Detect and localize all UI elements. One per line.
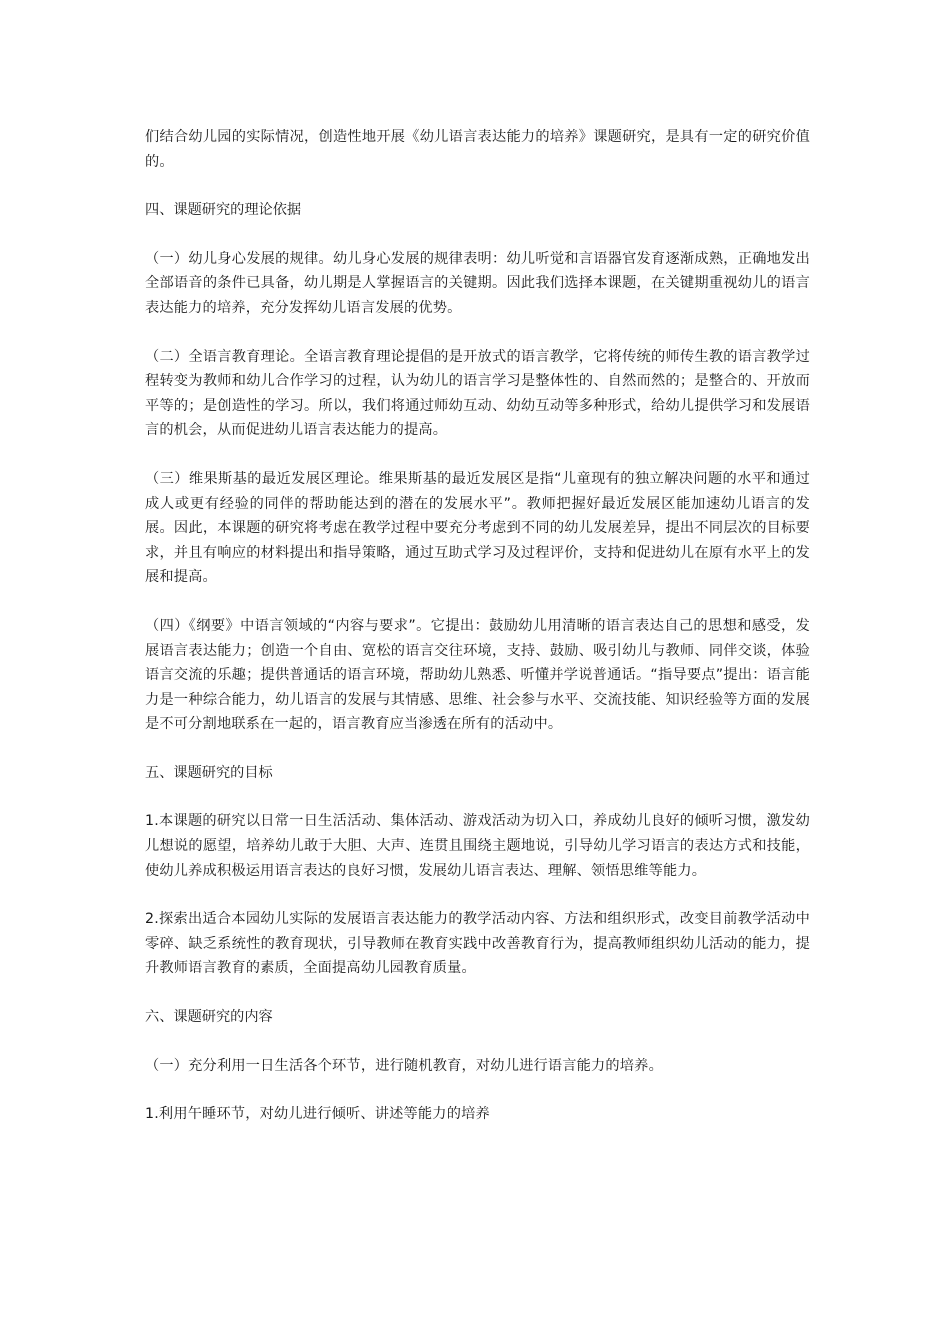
- paragraph-theory-1: （一）幼儿身心发展的规律。幼儿身心发展的规律表明：幼儿听觉和言语器官发育逐渐成熟，正确地发出全部语音的条件已具备，幼儿期是人掌握语言的关键期。因此我们选择本课题，在关键期重视幼儿的语言表达能力的培养，充分发挥幼儿语言发展的优势。: [145, 250, 810, 316]
- section-heading-goals: 五、课题研究的目标: [145, 764, 273, 781]
- paragraph-theory-3: （三）维果斯基的最近发展区理论。维果斯基的最近发展区是指“儿童现有的独立解决问题的水平和通过成人或更有经验的同伴的帮助能达到的潜在的发展水平”。教师把握好最近发展区能加速幼儿语言的发展。因此，本课题的研究将考虑在教学过程中要充分考虑到不同的幼儿发展差异，提出不同层次的目标要求，并且有响应的材料提出和指导策略，通过互助式学习及过程评价，支持和促进幼儿在原有水平上的发展和提高。: [145, 470, 810, 586]
- paragraph-goal-1: 1.本课题的研究以日常一日生活活动、集体活动、游戏活动为切入口，养成幼儿良好的倾听习惯，激发幼儿想说的愿望，培养幼儿敢于大胆、大声、连贯且围绕主题地说，引导幼儿学习语言的表达方式和技能，使幼儿养成积极运用语言表达的良好习惯，发展幼儿语言表达、理解、领悟思维等能力。: [145, 813, 810, 879]
- paragraph-goal-2: 2.探索出适合本园幼儿实际的发展语言表达能力的教学活动内容、方法和组织形式，改变目前教学活动中零碎、缺乏系统性的教育现状，引导教师在教育实践中改善教育行为，提高教师组织幼儿活动的能力，提升教师语言教育的素质，全面提高幼儿园教育质量。: [145, 911, 810, 977]
- paragraph-theory-2: （二）全语言教育理论。全语言教育理论提倡的是开放式的语言教学，它将传统的师传生教的语言教学过程转变为教师和幼儿合作学习的过程，认为幼儿的语言学习是整体性的、自然而然的；是整合的、开放而平等的；是创造性的学习。所以，我们将通过师幼互动、幼幼互动等多种形式，给幼儿提供学习和发展语言的机会，从而促进幼儿语言表达能力的提高。: [145, 348, 810, 439]
- paragraph-intro-continuation: 们结合幼儿园的实际情况，创造性地开展《幼儿语言表达能力的培养》课题研究，是具有一定的研究价值的。: [145, 129, 810, 170]
- document-page: [145, 125, 810, 1151]
- paragraph-content-1-1: 1.利用午睡环节，对幼儿进行倾听、讲述等能力的培养: [145, 1106, 490, 1123]
- section-heading-content: 六、课题研究的内容: [145, 1009, 273, 1026]
- section-heading-theory-basis: 四、课题研究的理论依据: [145, 202, 302, 219]
- paragraph-theory-4: （四）《纲要》中语言领域的“内容与要求”。它提出：鼓励幼儿用清晰的语言表达自己的思想和感受，发展语言表达能力；创造一个自由、宽松的语言交往环境，支持、鼓励、吸引幼儿与教师、同伴交谈，体验语言交流的乐趣；提供普通话的语言环境，帮助幼儿熟悉、听懂并学说普通话。“指导要点”提出：语言能力是一种综合能力，幼儿语言的发展与其情感、思维、社会参与水平、交流技能、知识经验等方面的发展是不可分割地联系在一起的，语言教育应当渗透在所有的活动中。: [145, 617, 810, 733]
- paragraph-content-1: （一）充分利用一日生活各个环节，进行随机教育，对幼儿进行语言能力的培养。: [145, 1057, 663, 1074]
